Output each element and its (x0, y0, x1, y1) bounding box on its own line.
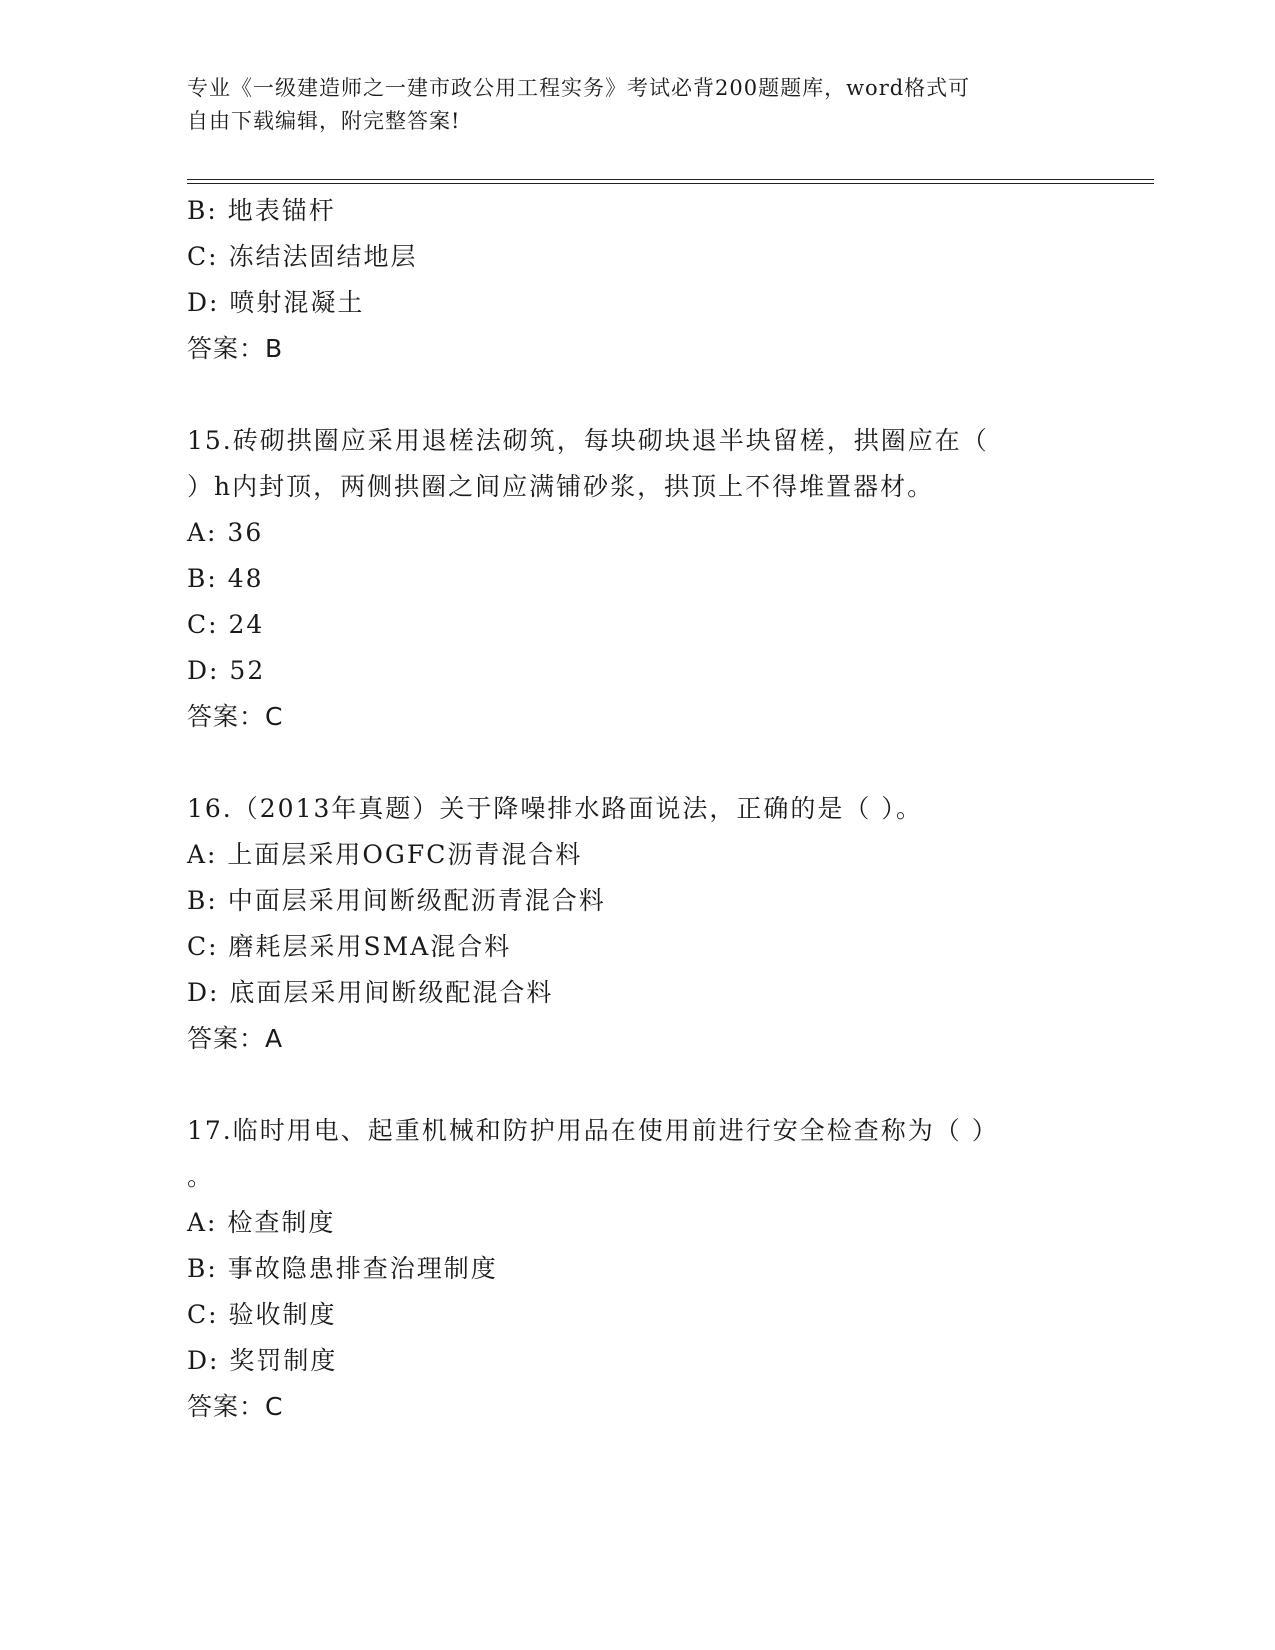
option-d: D: 奖罚制度 (187, 1346, 338, 1375)
question-17 (187, 1108, 1087, 1430)
option-a: A: 36 (187, 518, 264, 547)
question-stem-continued: ）h内封顶，两侧拱圈之间应满铺砂浆，拱顶上不得堆置器材。 (187, 472, 935, 501)
option-b: B: 事故隐患排查治理制度 (187, 1254, 498, 1283)
option-b: B: 地表锚杆 (187, 196, 336, 225)
option-b: B: 48 (187, 564, 264, 593)
question-14-fragment (187, 188, 1087, 372)
option-d: D: 52 (187, 656, 266, 685)
document-header (187, 72, 1087, 138)
answer-line: 答案：B (187, 334, 284, 363)
question-stem: 16.（2013年真题）关于降噪排水路面说法，正确的是（ ）。 (187, 794, 923, 823)
question-stem: 15.砖砌拱圈应采用退槎法砌筑，每块砌块退半块留槎，拱圈应在（ (187, 426, 989, 455)
option-c: C: 24 (187, 610, 265, 639)
answer-line: 答案：C (187, 702, 284, 731)
option-c: C: 验收制度 (187, 1300, 337, 1329)
option-d: D: 底面层采用间断级配混合料 (187, 978, 554, 1007)
header-line-1: 专业《一级建造师之一建市政公用工程实务》考试必背200题题库，word格式可 (187, 76, 971, 100)
answer-line: 答案：A (187, 1024, 284, 1053)
question-stem: 17.临时用电、起重机械和防护用品在使用前进行安全检查称为（ ） (187, 1116, 999, 1145)
question-16 (187, 786, 1087, 1062)
question-list (187, 188, 1087, 1430)
answer-line: 答案：C (187, 1392, 284, 1421)
spacer (187, 1062, 1087, 1108)
option-c: C: 磨耗层采用SMA混合料 (187, 932, 512, 961)
spacer (187, 740, 1087, 786)
question-15 (187, 418, 1087, 740)
spacer (187, 372, 1087, 418)
question-stem-continued: 。 (187, 1162, 215, 1191)
option-b: B: 中面层采用间断级配沥青混合料 (187, 886, 606, 915)
option-a: A: 检查制度 (187, 1208, 336, 1237)
option-a: A: 上面层采用OGFC沥青混合料 (187, 840, 583, 869)
header-line-2: 自由下载编辑，附完整答案! (187, 109, 461, 133)
option-c: C: 冻结法固结地层 (187, 242, 418, 271)
header-divider-bottom (187, 183, 1154, 184)
header-divider-top (187, 179, 1154, 180)
option-d: D: 喷射混凝土 (187, 288, 365, 317)
